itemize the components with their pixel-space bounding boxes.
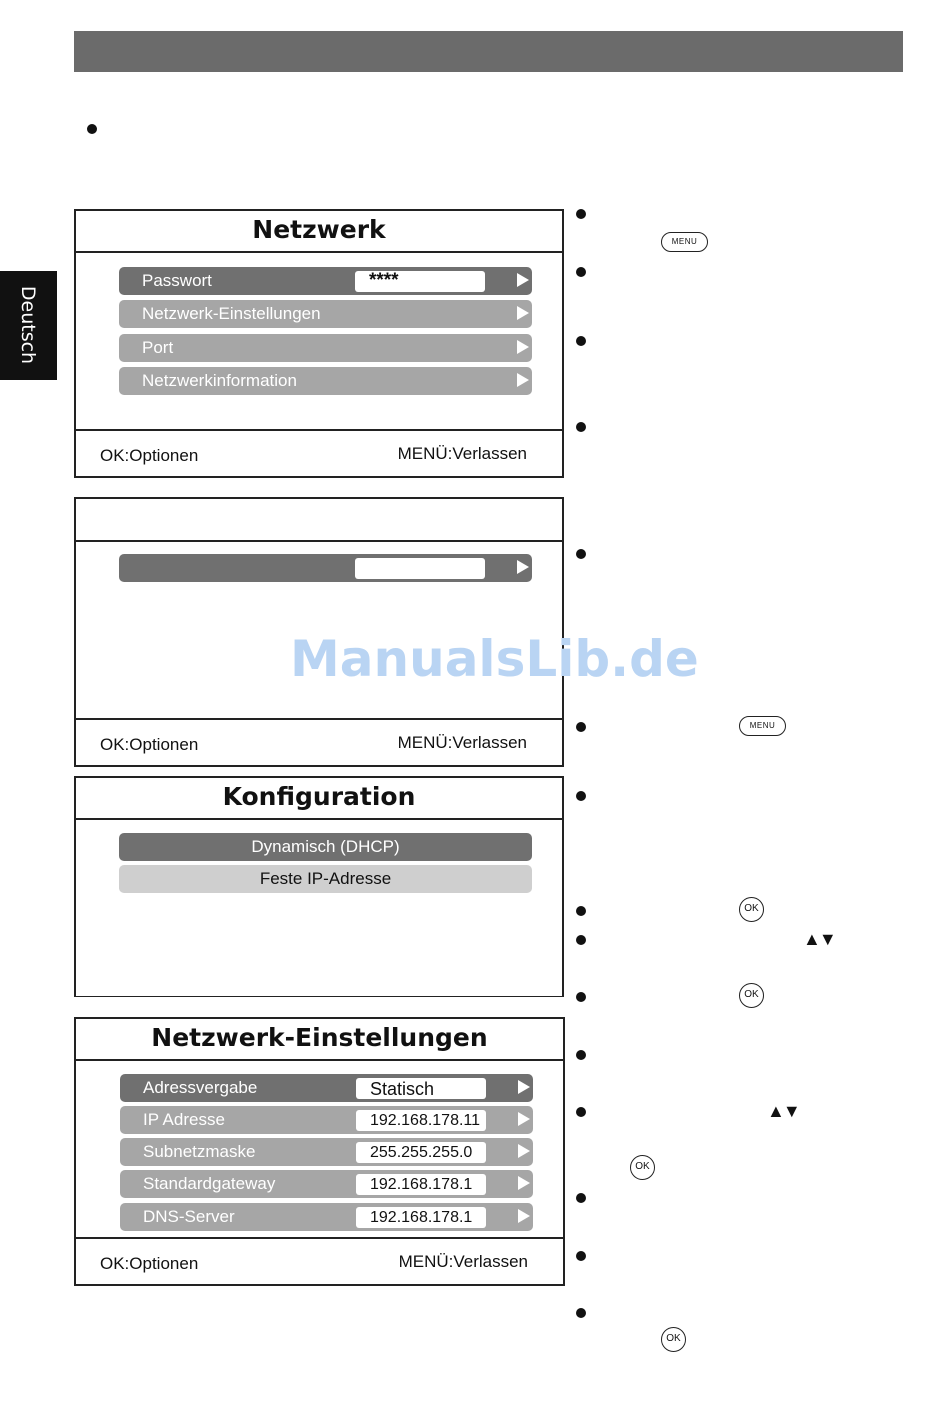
setting-label: Subnetzmaske: [143, 1142, 256, 1161]
panel-title: Netzwerk: [76, 211, 562, 253]
menu-item-netzwerkinformation[interactable]: [119, 367, 532, 395]
panel-title: [76, 499, 562, 542]
step-bullet: [576, 906, 586, 916]
step-bullet: [576, 992, 586, 1002]
ok-button-icon: OK: [739, 897, 764, 922]
menu-item-label: Netzwerk-Einstellungen: [142, 304, 321, 323]
menu-item-label: Passwort: [142, 271, 212, 290]
step-bullet: [576, 1251, 586, 1261]
step-bullet: [576, 422, 586, 432]
arrow-right-icon: [517, 560, 529, 574]
arrow-right-icon: [517, 340, 529, 354]
watermark: ManualsLib.de: [290, 630, 699, 688]
menu-hint: MENÜ:Verlassen: [397, 733, 527, 752]
panel-title: Netzwerk-Einstellungen: [76, 1019, 563, 1061]
setting-label: DNS-Server: [143, 1207, 235, 1226]
ok-button-icon: OK: [630, 1155, 655, 1180]
menu-item-netzwerk-einstellungen[interactable]: [119, 300, 532, 328]
arrow-right-icon: [518, 1144, 530, 1158]
ok-hint: OK:Optionen: [100, 1254, 199, 1273]
arrow-right-icon: [517, 273, 529, 287]
arrow-right-icon: [518, 1176, 530, 1190]
arrow-right-icon: [518, 1080, 530, 1094]
setting-standardgateway[interactable]: [120, 1170, 533, 1198]
arrow-right-icon: [517, 306, 529, 320]
setting-value[interactable]: 192.168.178.11: [356, 1110, 486, 1131]
menu-button-icon: MENU: [739, 716, 786, 736]
step-bullet: [576, 1050, 586, 1060]
ok-button-icon: OK: [661, 1327, 686, 1352]
step-bullet: [576, 1193, 586, 1203]
menu-item-passwort[interactable]: [119, 267, 532, 295]
language-tab-label: Deutsch: [17, 285, 39, 365]
step-bullet: [576, 791, 586, 801]
step-bullet: [576, 1308, 586, 1318]
menu-item-label: Netzwerkinformation: [142, 371, 297, 390]
intro-bullet: [87, 124, 97, 134]
step-bullet: [576, 209, 586, 219]
menu-item-port[interactable]: [119, 334, 532, 362]
option-feste-ip[interactable]: Feste IP-Adresse: [119, 865, 532, 893]
password-field[interactable]: ****: [355, 271, 485, 292]
value-field[interactable]: [355, 558, 485, 579]
panel-footer: [76, 1237, 563, 1284]
menu-button-icon: MENU: [661, 232, 708, 252]
language-tab: [0, 271, 57, 380]
header-bar: [74, 31, 903, 72]
step-bullet: [576, 935, 586, 945]
ok-hint: OK:Optionen: [100, 446, 199, 465]
arrow-right-icon: [518, 1209, 530, 1223]
arrow-right-icon: [518, 1112, 530, 1126]
panel-title: Konfiguration: [76, 778, 562, 820]
up-down-arrows-icon: ▲▼: [803, 929, 835, 949]
ok-button-icon: OK: [739, 983, 764, 1008]
setting-subnetzmaske[interactable]: [120, 1138, 533, 1166]
panel-footer: [76, 429, 562, 476]
menu-hint: MENÜ:Verlassen: [397, 444, 527, 463]
setting-value[interactable]: Statisch: [356, 1078, 486, 1099]
step-bullet: [576, 336, 586, 346]
setting-value[interactable]: 192.168.178.1: [356, 1174, 486, 1195]
step-bullet: [576, 549, 586, 559]
menu-hint: MENÜ:Verlassen: [398, 1252, 528, 1271]
step-bullet: [576, 722, 586, 732]
option-dhcp[interactable]: Dynamisch (DHCP): [119, 833, 532, 861]
setting-label: Standardgateway: [143, 1174, 276, 1193]
panel-footer: [76, 718, 562, 765]
ok-hint: OK:Optionen: [100, 735, 199, 754]
menu-item-blank[interactable]: [119, 554, 532, 582]
arrow-right-icon: [517, 373, 529, 387]
netzwerk-menu-panel: [74, 209, 564, 478]
setting-ip-adresse[interactable]: [120, 1106, 533, 1134]
konfiguration-panel: [74, 776, 564, 997]
netzwerk-einstellungen-panel: [74, 1017, 565, 1286]
setting-label: Adressvergabe: [143, 1078, 258, 1097]
up-down-arrows-icon: ▲▼: [767, 1101, 799, 1121]
setting-label: IP Adresse: [143, 1110, 225, 1129]
step-bullet: [576, 1107, 586, 1117]
menu-item-label: Port: [142, 338, 174, 357]
setting-value[interactable]: 255.255.255.0: [356, 1142, 486, 1163]
setting-adressvergabe[interactable]: [120, 1074, 533, 1102]
step-bullet: [576, 267, 586, 277]
setting-value[interactable]: 192.168.178.1: [356, 1207, 486, 1228]
setting-dns-server[interactable]: [120, 1203, 533, 1231]
